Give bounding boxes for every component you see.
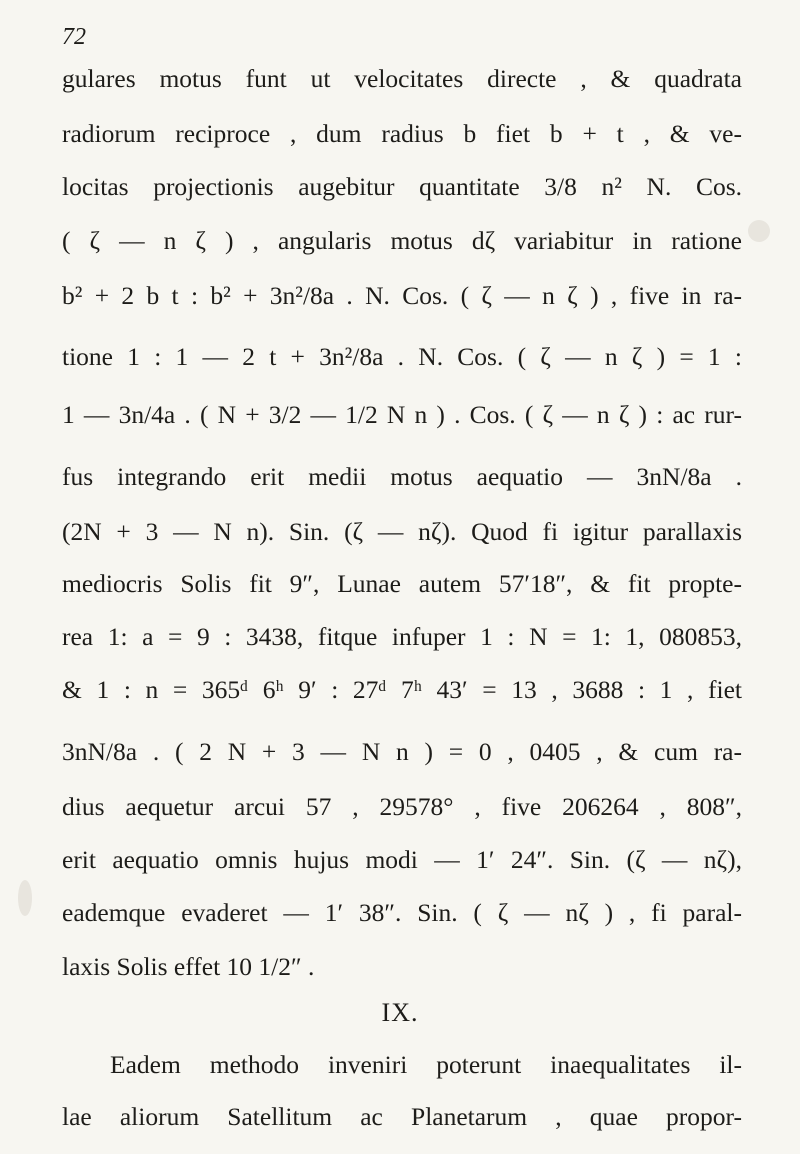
text-line-11: rea 1: a = 9 : 3438, fitque infuper 1 : N = 1: 1, 080853, xyxy=(62,622,742,651)
text-line-4: ( ζ — n ζ ) , angularis motus dζ variabitur in ratione xyxy=(62,226,742,255)
text-line-19: lae aliorum Satellitum ac Planetarum , quae propor- xyxy=(62,1102,742,1131)
text-line-2: radiorum reciproce , dum radius b fiet b + t , & ve- xyxy=(62,119,742,148)
ink-blot xyxy=(748,220,770,242)
text-line-9: (2N + 3 — N n). Sin. (ζ — nζ). Quod fi igitur parallaxis xyxy=(62,517,742,546)
text-line-16: eademque evaderet — 1′ 38″. Sin. ( ζ — nζ ) , fi paral- xyxy=(62,898,742,927)
text-line-12: & 1 : n = 365ᵈ 6ʰ 9′ : 27ᵈ 7ʰ 43′ = 13 , 3688 : 1 , fiet xyxy=(62,675,742,704)
text-line-1: gulares motus funt ut velocitates directe , & quadrata xyxy=(62,64,742,93)
text-line-14: dius aequetur arcui 57 , 29578° , five 206264 , 808″, xyxy=(62,792,742,821)
text-line-8: fus integrando erit medii motus aequatio — 3nN/8a . xyxy=(62,462,742,491)
text-line-6: tione 1 : 1 — 2 t + 3n²/8a . N. Cos. ( ζ — n ζ ) = 1 : xyxy=(62,342,742,371)
page-number: 72 xyxy=(62,24,86,50)
text-line-5: b² + 2 b t : b² + 3n²/8a . N. Cos. ( ζ — n ζ ) , five in ra- xyxy=(62,281,742,310)
section-heading: IX. xyxy=(381,998,419,1027)
text-line-7: 1 — 3n/4a . ( N + 3/2 — 1/2 N n ) . Cos. ( ζ — n ζ ) : ac rur- xyxy=(62,400,742,429)
paper-mark xyxy=(18,880,32,916)
text-line-18: Eadem methodo inveniri poterunt inaequalitates il- xyxy=(110,1050,742,1079)
text-line-17: laxis Solis effet 10 1/2″ . xyxy=(62,952,315,981)
text-line-13: 3nN/8a . ( 2 N + 3 — N n ) = 0 , 0405 , & cum ra- xyxy=(62,737,742,766)
text-line-3: locitas projectionis augebitur quantitate 3/8 n² N. Cos. xyxy=(62,172,742,201)
text-line-15: erit aequatio omnis hujus modi — 1′ 24″. Sin. (ζ — nζ), xyxy=(62,845,742,874)
text-line-10: mediocris Solis fit 9″, Lunae autem 57′18″, & fit propte- xyxy=(62,569,742,598)
